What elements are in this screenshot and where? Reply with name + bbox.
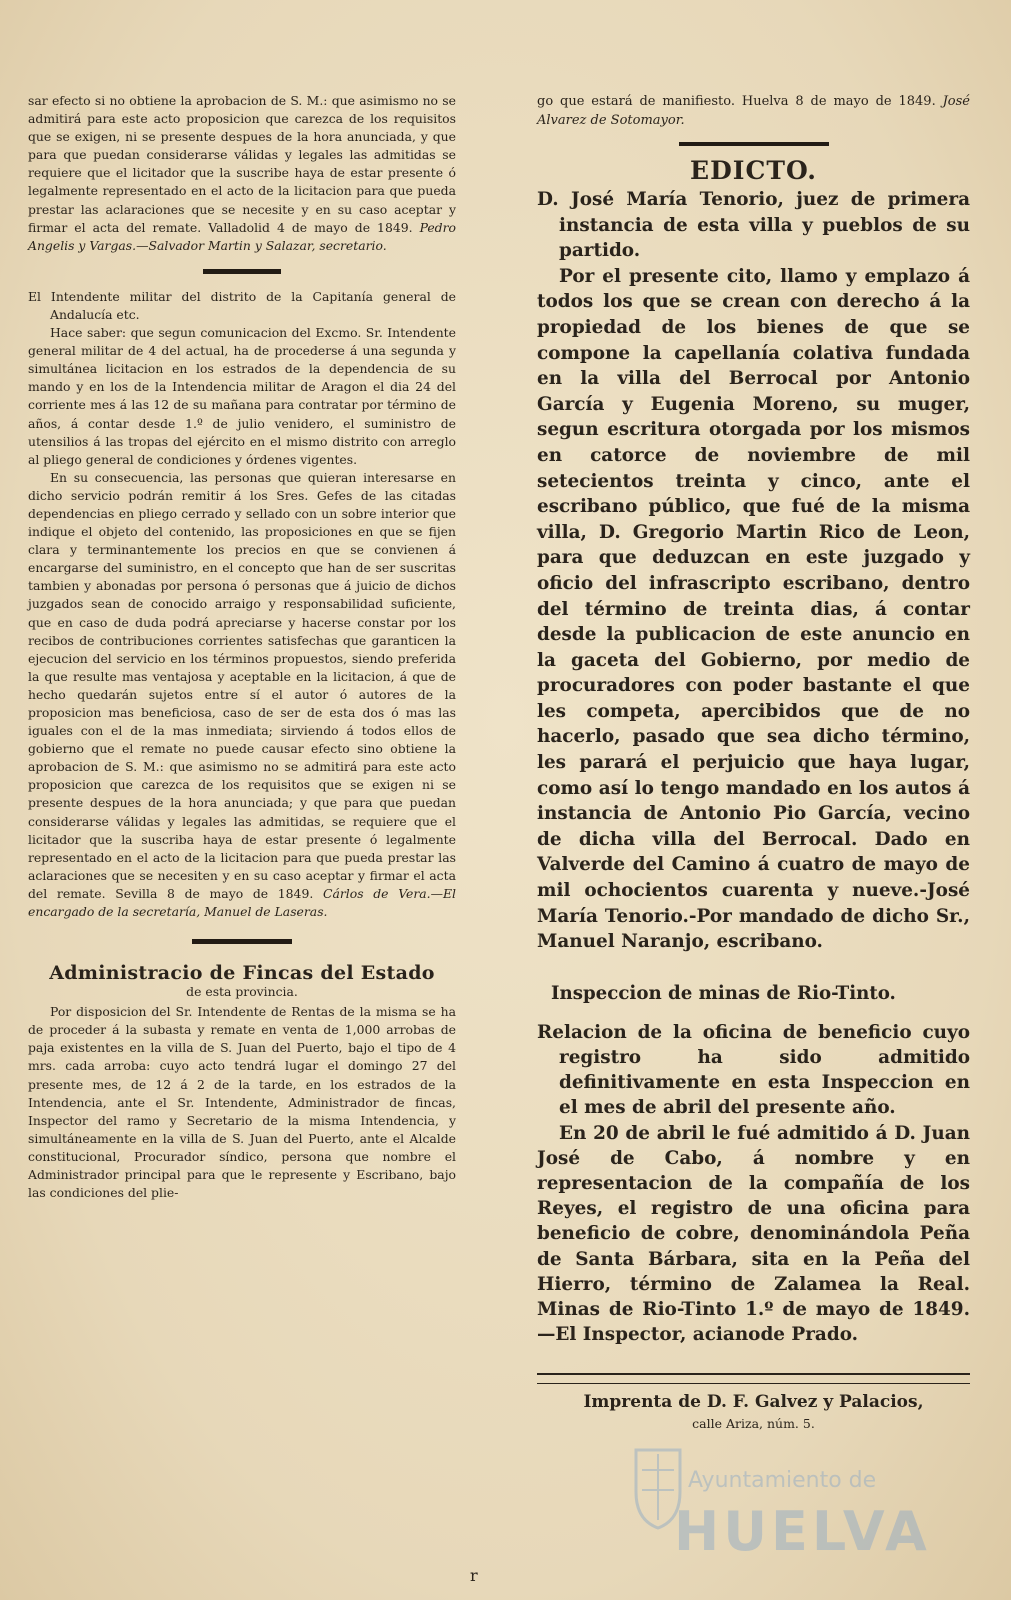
- edicto-body: Por el presente cito, llamo y emplazo á todos los que se crean con derecho á la propiedad de los bienes de que se compone la capellanía colativa fundada en la villa del Berrocal por Antonio García y Eugenia Moreno, su muger, segun escritura otorgada por los mismos en catorce de noviembre de mil setecientos treinta y cinco, ante el escribano público, que fué de la misma villa, D. Gregorio Martin Rico de Leon, para que deduzcan en este juzgado y oficio del infrascripto escribano, dentro del término de treinta dias, á contar desde la publicacion de este anuncio en la gaceta del Gobierno, por medio de procuradores con poder bastante el que les competa, apercibidos que de no hacerlo, pasado que sea dicho término, les parará el perjuicio que haya lugar, como así lo tengo mandado en los autos á instancia de Antonio Pio García, vecino de dicha villa del Berrocal. Dado en Valverde del Camino á cuatro de mayo de mil ochocientos cuarenta y nueve.-José María Tenorio.-Por mandado de dicho Sr., Manuel Naranjo, escribano.: [537, 265, 970, 953]
- intro-signature: Pedro Angelis y Vargas.—Salvador Martin y Salazar, secretario.: [28, 219, 456, 253]
- fincas-heading: Administracio de Fincas del Estado: [49, 962, 435, 985]
- mine-relacion-paragraph: Relacion de la oficina de beneficio cuyo registro ha sido admitido definitivamente en esta Inspeccion en el mes de abril del presente año.: [537, 1021, 970, 1119]
- section-divider: [679, 142, 829, 146]
- page-mark: r: [470, 1566, 478, 1585]
- watermark-line-1: Ayuntamiento de: [688, 1468, 877, 1493]
- continued-paragraph: [537, 92, 970, 130]
- intro-paragraph: [28, 92, 456, 255]
- edicto-heading: D. José María Tenorio, juez de primera instancia de esta villa y pueblos de su partido.: [537, 189, 970, 262]
- andalucia-heading: El Intendente militar del distrito de la Capitanía general de Andalucía etc.: [28, 288, 456, 322]
- andalucia-signature: Cárlos de Vera.—El encargado de la secretaría, Manuel de Laseras.: [28, 885, 456, 920]
- left-column: [28, 92, 456, 1202]
- watermark-line-2: HUELVA: [674, 1500, 931, 1563]
- continued-signature: José Alvarez de Sotomayor.: [537, 94, 970, 128]
- fincas-paragraph: Por disposicion del Sr. Intendente de Rentas de la misma se ha de proceder á la subasta y remate en venta de 1,000 arrobas de paja existentes en la villa de S. Juan del Puerto, bajo el tipo de 4 mrs. cada arroba: cuyo acto tendrá lugar el domingo 27 del presente mes, de 12 á 2 de la tarde, en los estrados de la Intendencia, ante el Sr. Intendente, Administrador de fincas, Inspector del ramo y Secretario de la misma Intendencia, y simultáneamente en la villa de S. Juan del Puerto, ante el Alcalde constitucional, Procurador síndico, persona que nombre el Administrador principal para que le represente y Escribano, bajo las condiciones del plie-: [28, 1004, 456, 1201]
- intro-text: sar efecto si no obtiene la aprobacion de S. M.: que asimismo no se admitirá para este acto proposicion que carezca de los requisitos que se exigen, ni se presente despues de la hora anunciada, y que para que puedan considerarse válidas y legales las admitidas se requiere que el licitador que la suscribe haya de estar presente ó legalmente representado en el acto de la licitacion para que pueda prestar las aclaraciones que se necesite y en su caso aceptar y firmar el acta del remate. Valladolid 4 de mayo de 1849.: [28, 93, 456, 235]
- continued-text: go que estará de manifiesto. Huelva 8 de mayo de 1849.: [537, 94, 936, 109]
- archive-watermark: [628, 1440, 958, 1590]
- andalucia-text: En su consecuencia, las personas que quieran interesarse en dicho servicio podrán remitir á los Sres. Gefes de las citadas dependencias en pliego cerrado y sellado con un sobre interior que indique el objeto del contenido, las proposiciones en que se fijen clara y terminantemente los precios en que se convienen á encargarse del suministro, en el concepto que han de ser suscritas tambien y abonadas por persona ó personas que á juicio de dichos juzgados sean de conocido arraigo y responsabilidad suficiente, que en caso de duda podrá apreciarse y hacerse constar por los recibos de contribuciones corrientes satisfechas que garanticen la ejecucion del servicio en los términos propuestos, siendo preferida la que resulte mas ventajosa y aceptable en la licitacion, á que de hecho quedarán sujetos entre sí el autor ó autores de la proposicion mas beneficiosa, caso de ser de esta dos ó mas las iguales con el de la mas inmediata; sirviendo á todos ellos de gobierno que el remate no puede causar efecto sino obtiene la aprobacion de S. M.: que asimismo no se admitirá para este acto proposicion que carezca de los requisitos que se exigen ni se presente despues de la hora anunciada; y que para que puedan considerarse válidas y legales las admitidas, se requiere que el licitador que la suscriba haya de estar presente ó legalmente representado en el acto de la licitacion para que pueda prestar las aclaraciones que se necesiten y en su caso aceptar y firmar el acta del remate. Sevilla 8 de mayo de 1849.: [28, 469, 456, 901]
- right-column: [537, 92, 970, 1431]
- mine-registro-paragraph: En 20 de abril le fué admitido á D. Juan José de Cabo, á nombre y en representacion de la compañía de los Reyes, el registro de una oficina para beneficio de cobre, denominándola Peña de Santa Bárbara, sita en la Peña del Hierro, término de Zalamea la Real. Minas de Rio-Tinto 1.º de mayo de 1849.—El Inspector, acianode Prado.: [537, 1122, 970, 1346]
- fincas-subheading: de esta provincia.: [186, 984, 298, 1000]
- section-divider: [203, 269, 281, 274]
- andalucia-paragraph-2: [28, 469, 456, 921]
- mine-inspection-heading: Inspeccion de minas de Rio-Tinto.: [551, 982, 896, 1004]
- footer-rule: [537, 1373, 970, 1375]
- printer-imprint: Imprenta de D. F. Galvez y Palacios,: [583, 1392, 924, 1413]
- andalucia-paragraph-1: Hace saber: que segun comunicacion del Excmo. Sr. Intendente general militar de 4 del actual, ha de procederse á una segunda y simultánea licitacion en los estrados de la dependencia de su mando y en los de la Intendencia militar de Aragon el dia 24 del corriente mes á las 12 de su mañana para contratar por término de años, á contar desde 1.º de julio venidero, el suministro de utensilios á las tropas del ejército en el mismo distrito con arreglo al pliego general de condiciones y órdenes vigentes.: [28, 325, 456, 467]
- printer-address: calle Ariza, núm. 5.: [692, 1416, 815, 1432]
- footer-rule-thin: [537, 1383, 970, 1384]
- edicto-title: EDICTO.: [690, 156, 817, 185]
- section-divider: [192, 939, 292, 944]
